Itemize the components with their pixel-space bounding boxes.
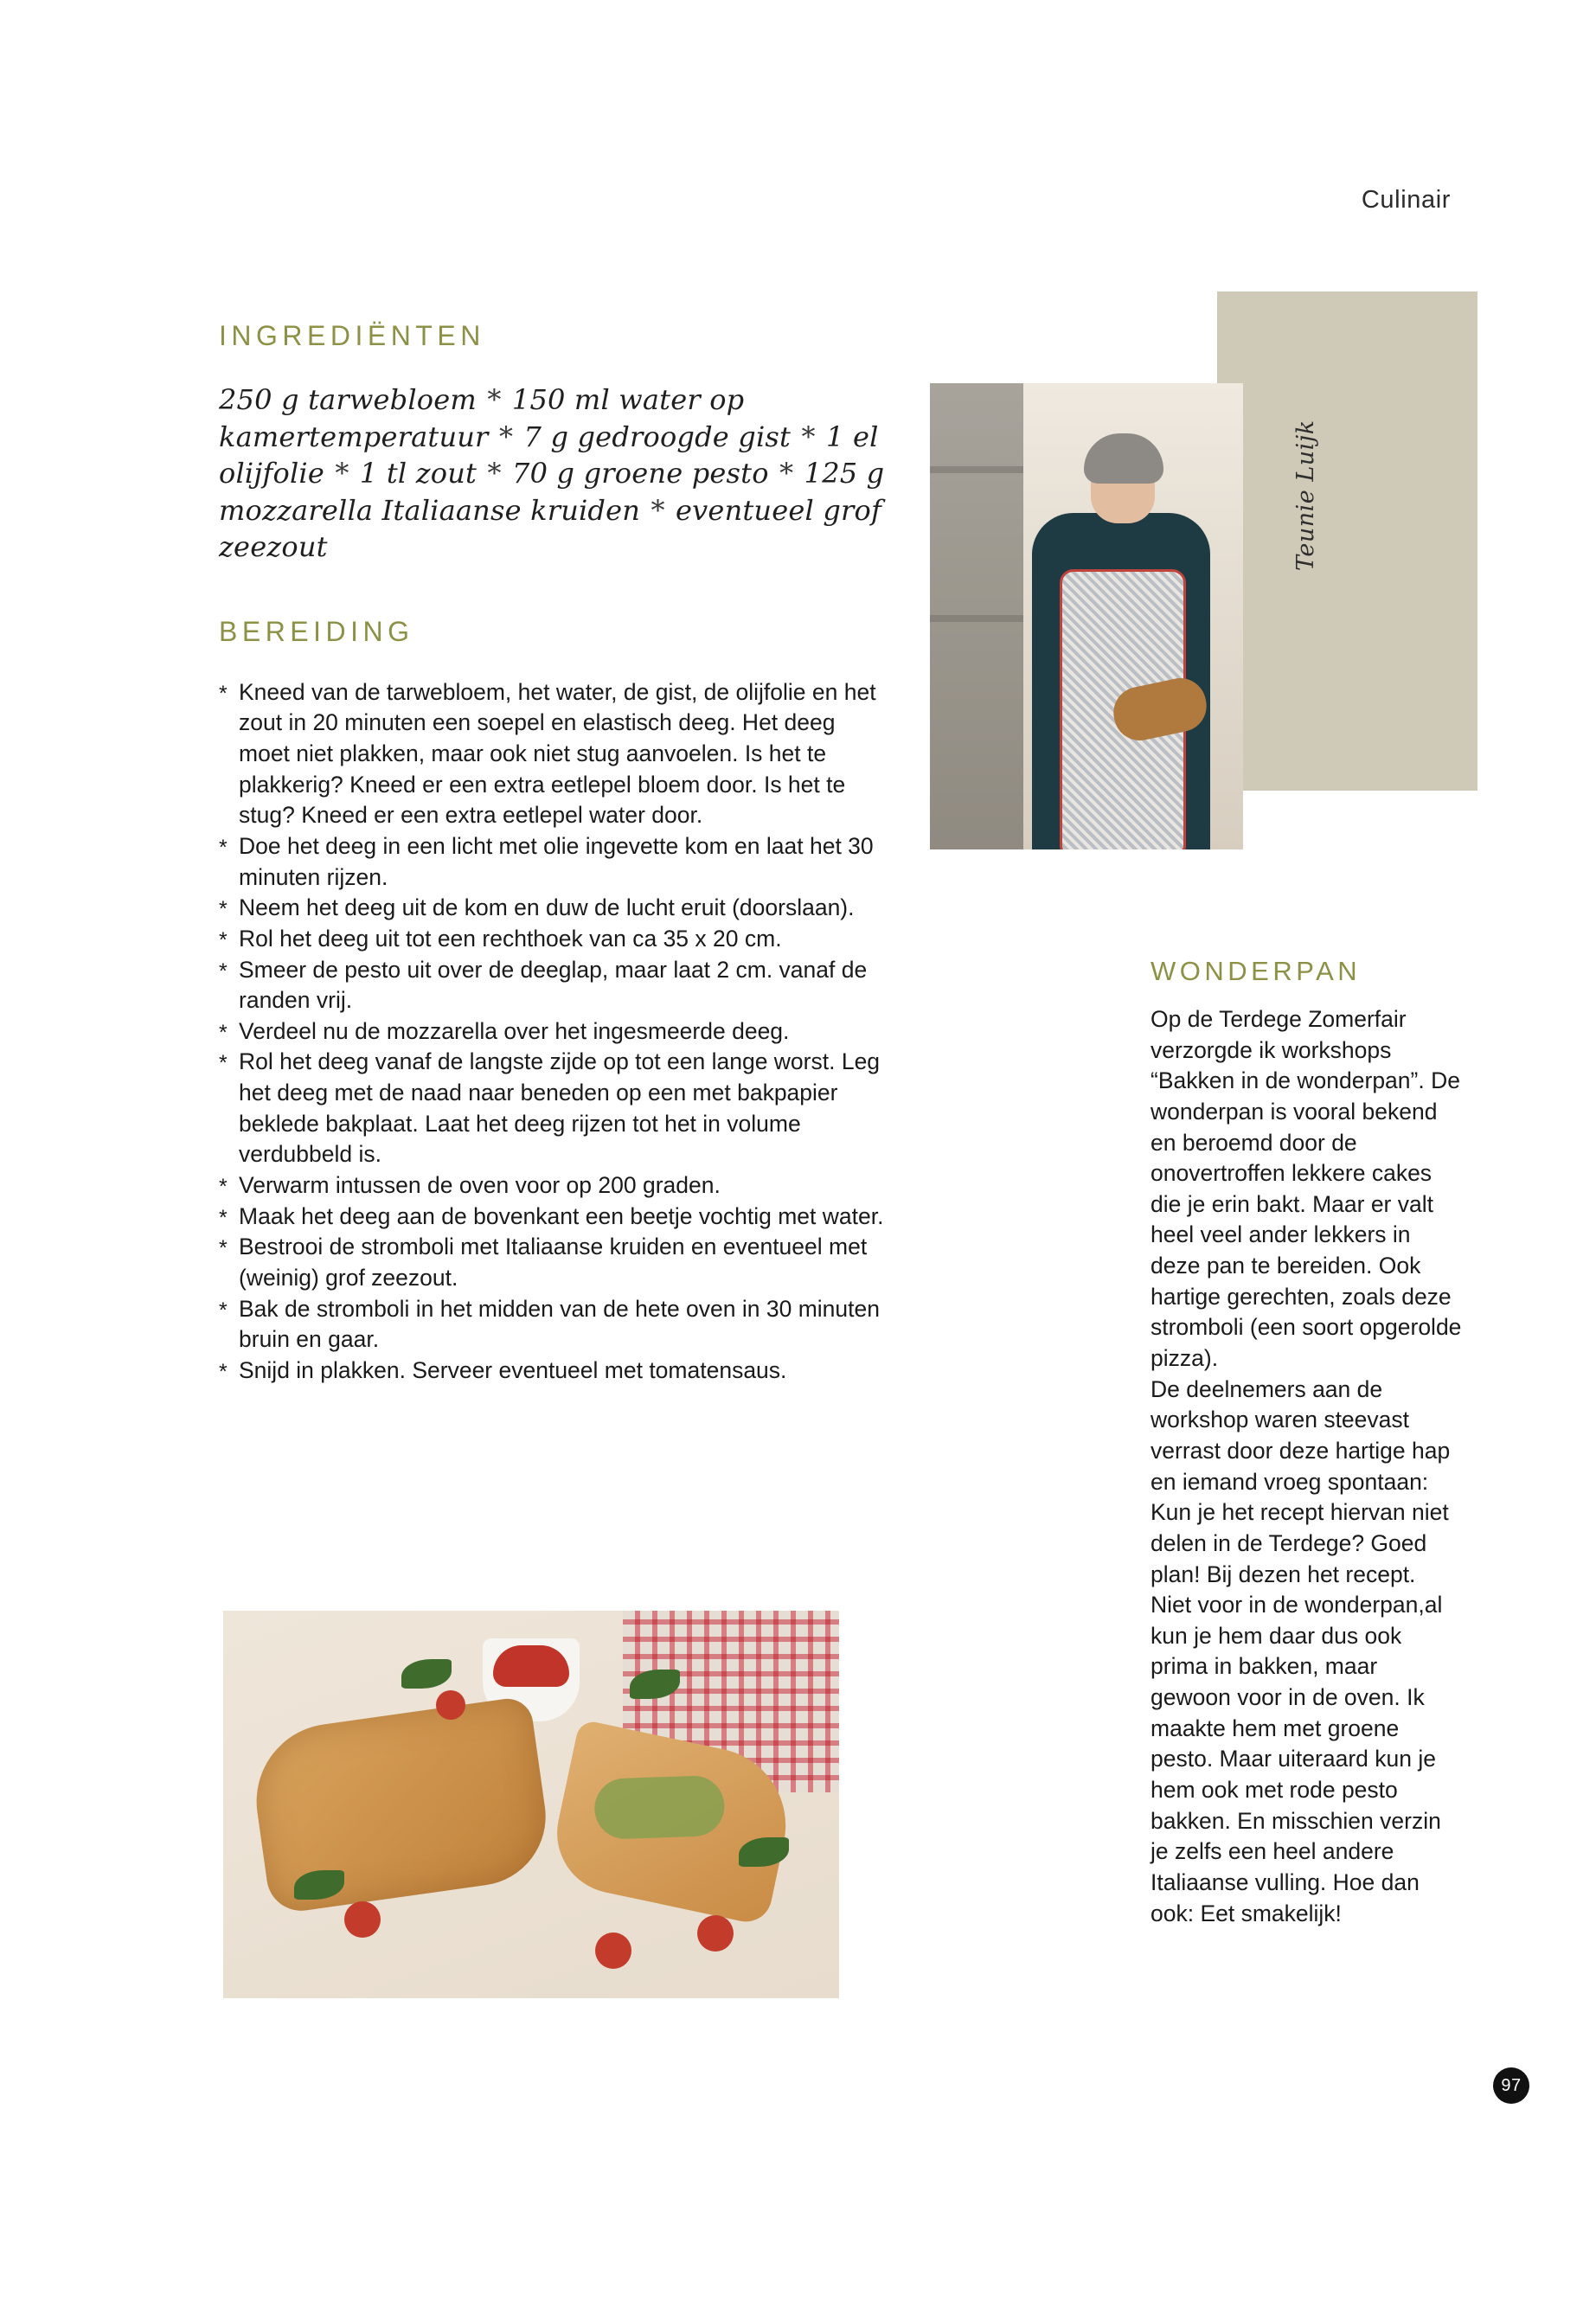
basil-leaf-shape (401, 1659, 452, 1689)
page-category-label: Culinair (1361, 186, 1451, 214)
tomato-sauce-shape (493, 1645, 569, 1687)
portrait-illustration (930, 383, 1243, 849)
ingredients-text: 250 g tarwebloem * 150 ml water op kamertemperatuur * 7 g gedroogde gist * 1 el olijfolie * 1 tl zout * 70 g groene pesto * 125 g mozzarella Italiaanse kruiden * eventueel grof zeezout (219, 383, 885, 564)
preparation-step: * Smeer de pesto uit over de deeglap, maar laat 2 cm. vanaf de randen vrij. (219, 955, 885, 1016)
preparation-step: * Bak de stromboli in het midden van de hete oven in 30 minuten bruin en gaar. (219, 1294, 885, 1356)
preparation-step: * Rol het deeg vanaf de langste zijde op tot een lange worst. Leg het deeg met de naad naar beneden op een met bakpapier beklede bakplaat. Laat het deeg rijzen tot het in volume verdubbeld is. (219, 1047, 885, 1170)
preparation-steps-list (219, 677, 885, 1387)
sidebar-body-text: De deelnemers aan de workshop waren steevast verrast door deze hartige hap en iemand vroeg spontaan: Kun je het recept hiervan niet delen in de Terdege? Goed plan! Bij dezen het recept. Niet voor in de wonderpan,al kun je hem daar dus ook prima in bakken, maar gewoon voor in de oven. Ik maakte hem met groene pesto. Maar uiteraard kun je hem ook met rode pesto bakken. En misschien verzin je zelfs een heel andere Italiaanse vulling. Hoe dan ook: Eet smakelijk! (1151, 1375, 1451, 1926)
ingredient-separator: * (487, 383, 502, 416)
photo-credit: Teunie Luijk (1292, 420, 1319, 571)
tomato-shape (595, 1932, 631, 1969)
recipe-column (219, 320, 885, 1386)
preparation-step: * Rol het deeg uit tot een rechthoek van ca 35 x 20 cm. (219, 924, 885, 955)
tomato-shape (697, 1915, 734, 1952)
preparation-step: * Bestrooi de stromboli met Italiaanse kruiden en eventueel met (weinig) grof zeezout. (219, 1232, 885, 1293)
preparation-step: * Maak het deeg aan de bovenkant een beetje vochtig met water. (219, 1202, 885, 1233)
food-illustration (223, 1611, 839, 1998)
person-hair-shape (1084, 433, 1163, 484)
preparation-step: * Kneed van de tarwebloem, het water, de gist, de olijfolie en het zout in 20 minuten een soepel en elastisch deeg. Het deeg moet niet plakken, maar ook niet stug aanvoelen. Is het te plakkerig? Kneed er een extra eetlepel bloem door. Is het te stug? Kneed er een extra eetlepel water door. (219, 677, 885, 831)
baker-portrait-photo (930, 383, 1243, 849)
sidebar-body-text: Op de Terdege Zomerfair verzorgde ik workshops “Bakken in de wonderpan”. De wonderpan is vooral bekend en beroemd door de onovertroffen lekkere cakes die je erin bakt. Maar er valt heel veel ander lekkers in deze pan te bereiden. Ook hartige gerechten, zoals deze stromboli (een soort opgerolde pizza). (1151, 1006, 1462, 1372)
ingredient-separator: * (487, 457, 502, 490)
preparation-step: * Doe het deeg in een licht met olie ingevette kom en laat het 30 minuten rijzen. (219, 831, 885, 893)
preparation-step: * Neem het deeg uit de kom en duw de lucht eruit (doorslaan). (219, 893, 885, 924)
sidebar-heading: WONDERPAN (1151, 956, 1362, 986)
ingredient-separator: * (801, 420, 816, 453)
tomato-shape (344, 1901, 381, 1938)
ingredients-heading: INGREDIËNTEN (219, 320, 485, 351)
page-number-badge: 97 (1493, 2067, 1529, 2104)
stromboli-food-photo (223, 1611, 839, 1998)
ingredient-separator: * (498, 420, 514, 453)
preparation-step: * Verwarm intussen de oven voor op 200 graden. (219, 1170, 885, 1202)
ingredient-separator: * (335, 457, 349, 490)
preparation-step: * Snijd in plakken. Serveer eventueel met tomatensaus. (219, 1356, 885, 1387)
ingredient-separator: * (779, 457, 794, 490)
sidebar-article (1151, 956, 1462, 1929)
stromboli-loaf-shape (247, 1695, 554, 1915)
preparation-step: * Verdeel nu de mozzarella over het ingesmeerde deeg. (219, 1016, 885, 1048)
ingredient-separator: * (651, 493, 665, 527)
tomato-shape (436, 1690, 465, 1720)
shelf-shape (930, 383, 1023, 849)
beige-accent-panel (1217, 292, 1477, 791)
preparation-heading: BEREIDING (219, 615, 414, 647)
